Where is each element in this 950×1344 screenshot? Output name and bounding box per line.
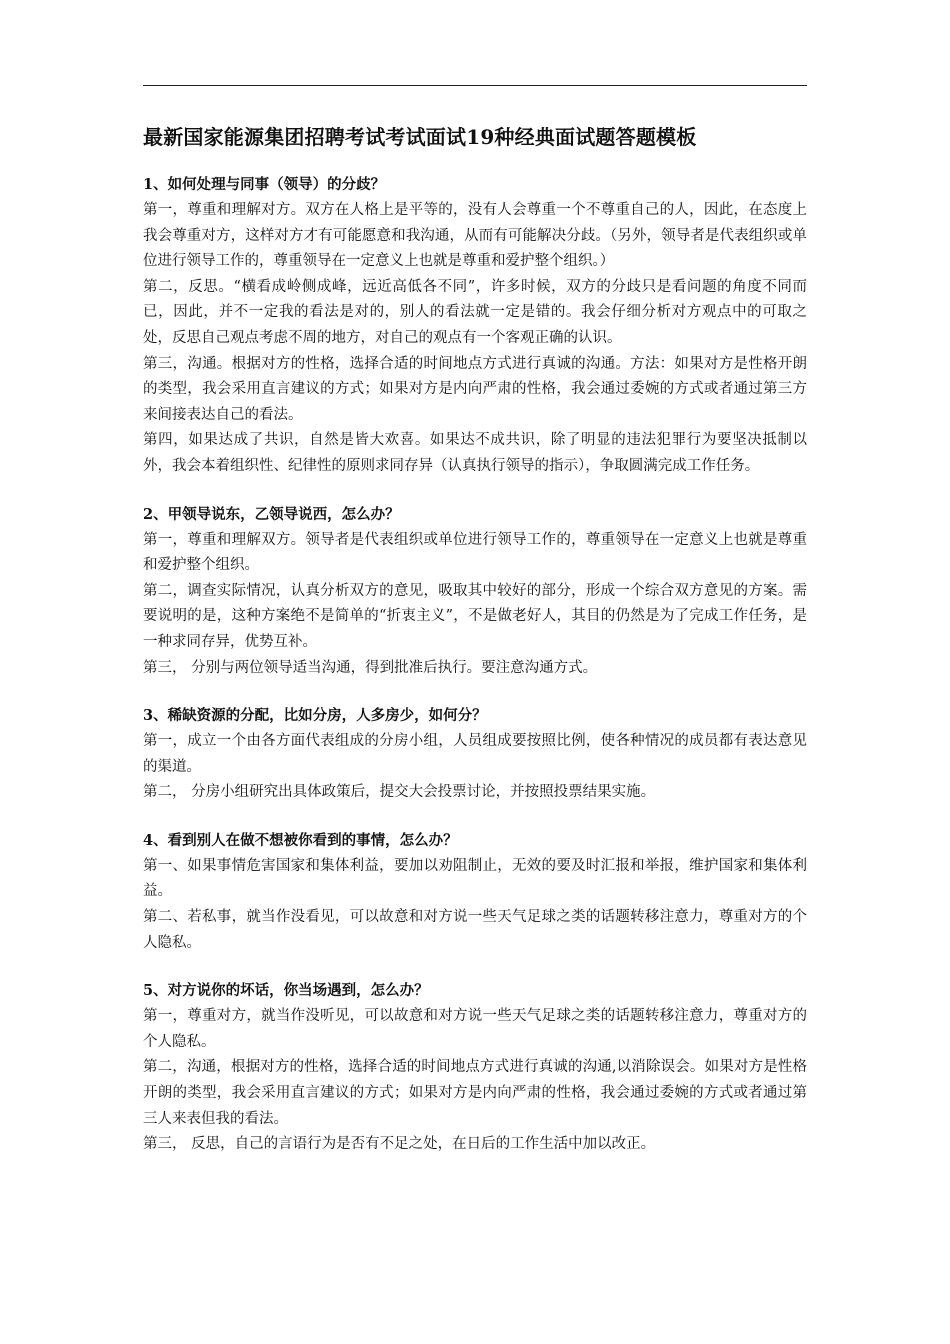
- qa-sections: [143, 172, 807, 1180]
- question-heading: 3、稀缺资源的分配，比如分房，人多房少，如何分？: [143, 707, 487, 725]
- header-rule: [143, 85, 807, 86]
- answer-paragraph: 第一，成立一个由各方面代表组成的分房小组，人员组成要按照比例，使各种情况的成员都有表达意见的渠道。: [143, 733, 807, 775]
- qa-section-1: [143, 172, 807, 480]
- question-heading: 4、看到别人在做不想被你看到的事情，怎么办？: [143, 831, 458, 849]
- answer-paragraph: 第三， 分别与两位领导适当沟通，得到批准后执行。要注意沟通方式。: [143, 659, 598, 676]
- qa-section-2: [143, 502, 807, 682]
- answer-paragraph: 第二， 分房小组研究出具体政策后，提交大会投票讨论，并按照投票结果实施。: [143, 784, 656, 801]
- answer-paragraph: 第一，尊重和理解对方。双方在人格上是平等的，没有人会尊重一个不尊重自己的人，因此，在态度上我会尊重对方，这样对方才有可能愿意和我沟通，从而有可能解决分歧。（另外，领导者是代表组织或单位进行领导工作的，尊重领导在一定意义上也就是尊重和爱护整个组织。）: [143, 202, 807, 270]
- answer-paragraph: 第三，沟通。根据对方的性格，选择合适的时间地点方式进行真诚的沟通。方法：如果对方是性格开朗的类型，我会采用直言建议的方式；如果对方是内向严肃的性格，我会通过委婉的方式或者通过第三方来间接表达自己的看法。: [143, 355, 807, 423]
- qa-section-3: [143, 703, 807, 806]
- answer-paragraph: 第二、若私事，就当作没看见，可以故意和对方说一些天气足球之类的话题转移注意力，尊重对方的个人隐私。: [143, 909, 807, 951]
- answer-paragraph: 第二，反思。“横看成岭侧成峰，远近高低各不同”，许多时候，双方的分歧只是看问题的角度不同而已，因此，并不一定我的看法是对的，别人的看法就一定是错的。我会仔细分析对方观点中的可取之处，反思自己观点考虑不周的地方，对自己的观点有一个客观正确的认识。: [143, 278, 807, 346]
- answer-paragraph: 第四，如果达成了共识，自然是皆大欢喜。如果达不成共识，除了明显的违法犯罪行为要坚决抵制以外，我会本着组织性、纪律性的原则求同存异（认真执行领导的指示），争取圆满完成工作任务。: [143, 432, 807, 474]
- answer-paragraph: 第二，沟通，根据对方的性格，选择合适的时间地点方式进行真诚的沟通,以消除误会。如果对方是性格开朗的类型，我会采用直言建议的方式；如果对方是内向严肃的性格，我会通过委婉的方式或者通过第三人来表但我的看法。: [143, 1059, 807, 1127]
- answer-paragraph: 第一，尊重和理解双方。领导者是代表组织或单位进行领导工作的，尊重领导在一定意义上也就是尊重和爱护整个组织。: [143, 531, 807, 574]
- answer-paragraph: 第一、如果事情危害国家和集体利益，要加以劝阻制止，无效的要及时汇报和举报，维护国家和集体利益。: [143, 857, 807, 900]
- answer-paragraph: 第二，调查实际情况，认真分析双方的意见，吸取其中较好的部分，形成一个综合双方意见的方案。需要说明的是，这种方案绝不是简单的“折衷主义”，不是做老好人，其目的仍然是为了完成工作任务，是一种求同存异，优势互补。: [143, 582, 807, 650]
- question-heading: 5、对方说你的坏话，你当场遇到，怎么办？: [143, 982, 429, 1000]
- question-heading: 2、甲领导说东，乙领导说西，怎么办？: [143, 505, 400, 523]
- answer-paragraph: 第三， 反思，自己的言语行为是否有不足之处，在日后的工作生活中加以改正。: [143, 1136, 656, 1153]
- question-heading: 1、如何处理与同事（领导）的分歧？: [143, 176, 386, 193]
- document-title: 最新国家能源集团招聘考试考试面试19种经典面试题答题模板: [143, 125, 697, 149]
- qa-section-4: [143, 828, 807, 956]
- answer-paragraph: 第一，尊重对方，就当作没听见，可以故意和对方说一些天气足球之类的话题转移注意力，尊重对方的个人隐私。: [143, 1008, 807, 1050]
- qa-section-5: [143, 978, 807, 1158]
